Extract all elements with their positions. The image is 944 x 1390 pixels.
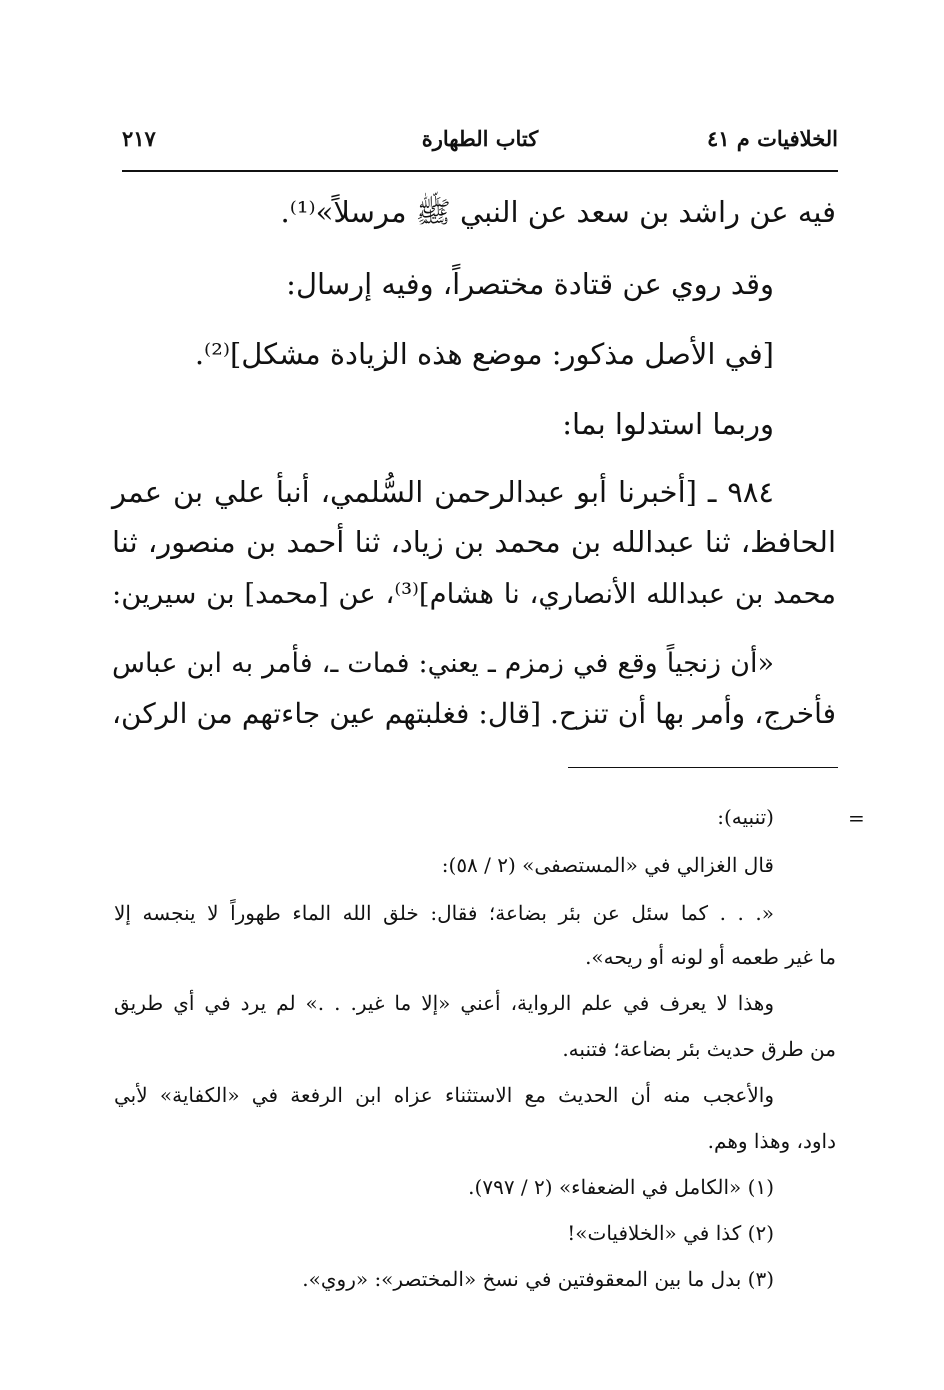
footnote-item: (١) «الكامل في الضعفاء» (٢ / ٧٩٧).: [468, 1175, 774, 1199]
footnote-item: (٣) بدل ما بين المعقوفتين في نسخ «المختصر»: «روي».: [302, 1267, 774, 1291]
footnote-line: ما غير طعمه أو لونه أو ريحه».: [585, 945, 836, 969]
main-line: فيه عن راشد بن سعد عن النبي ﷺ مرسلاً»⁽¹⁾.: [280, 195, 836, 229]
footnote-line: «. . . كما سئل عن بئر بضاعة؛ فقال: خلق الله الماء طهوراً لا ينجسه إلا: [114, 901, 774, 925]
header-page-number: ٢١٧: [122, 126, 156, 151]
main-line: «أن زنجياً وقع في زمزم ـ يعني: فمات ـ، فأمر به ابن عباس: [112, 648, 774, 679]
header-divider: [122, 170, 838, 172]
footnote-line: قال الغزالي في «المستصفى» (٢ / ٥٨):: [441, 853, 774, 877]
hadith-number-line: ٩٨٤ ـ [أخبرنا أبو عبدالرحمن السُّلمي، أنبأ علي بن عمر: [112, 475, 774, 509]
header-volume-label: الخلافيات م ٤١: [706, 126, 838, 151]
main-line: الحافظ، ثنا عبدالله بن محمد بن زياد، ثنا أحمد بن منصور، ثنا: [112, 525, 836, 559]
header-chapter-title: كتاب الطهارة: [421, 126, 539, 151]
footnote-line: وهذا لا يعرف في علم الرواية، أعني «إلا ما غير. . .» لم يرد في أي طريق: [114, 991, 774, 1015]
continuation-mark: =: [848, 806, 865, 830]
main-line: وقد روي عن قتادة مختصراً، وفيه إرسال:: [286, 267, 774, 301]
note-heading: (تنبيه):: [717, 805, 774, 829]
footnote-line: داود، وهذا وهم.: [707, 1129, 836, 1153]
main-line: [في الأصل مذكور: موضع هذه الزيادة مشكل]⁽²⁾.: [194, 337, 774, 371]
footnote-line: والأعجب منه أن الحديث مع الاستثناء عزاه ابن الرفعة في «الكفاية» لأبي: [114, 1083, 774, 1107]
footnote-line: من طرق حديث بئر بضاعة؛ فتنبه.: [562, 1037, 836, 1061]
footnote-divider: [568, 767, 838, 768]
main-line: وربما استدلوا بما:: [562, 407, 774, 441]
footnote-item: (٢) كذا في «الخلافيات»!: [567, 1221, 774, 1245]
page-header: [122, 122, 838, 166]
main-line: فأخرج، وأمر بها أن تنزح. [قال: فغلبتهم عين جاءتهم من الركن،: [112, 697, 836, 730]
main-line: محمد بن عبدالله الأنصاري، نا هشام]⁽³⁾، عن [محمد] بن سيرين:: [112, 578, 836, 610]
